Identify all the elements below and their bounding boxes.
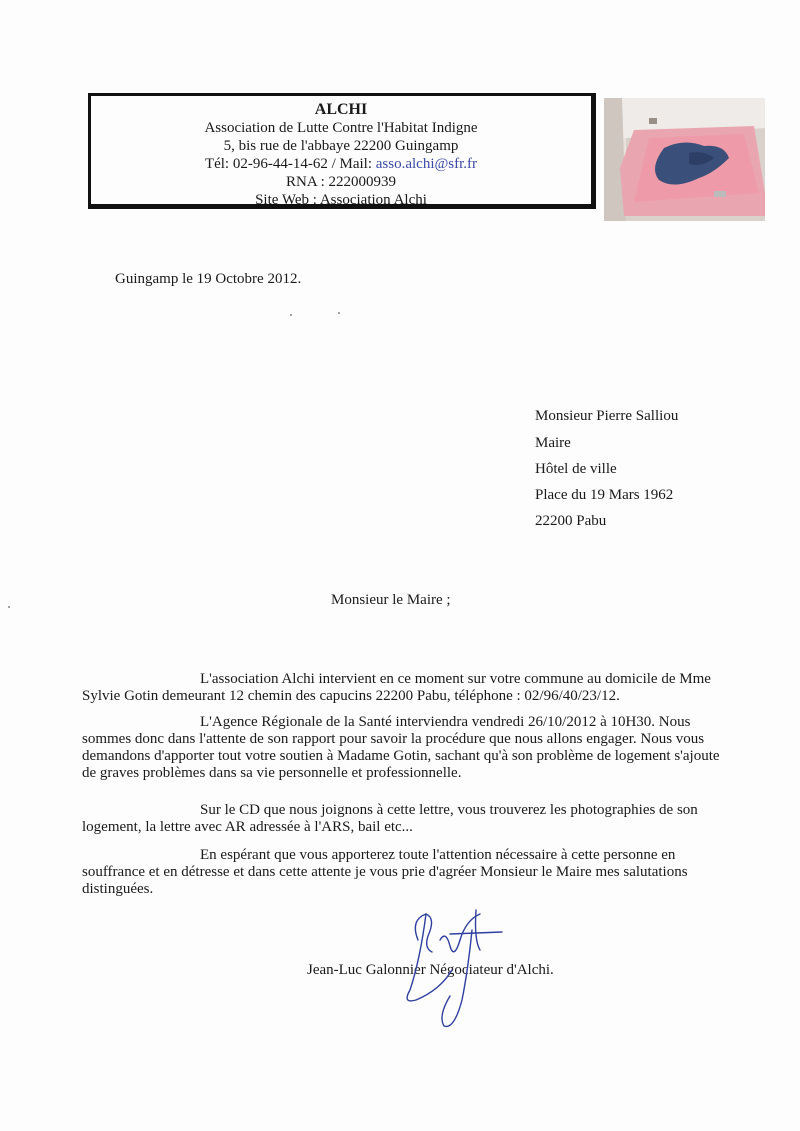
org-contact xyxy=(91,155,591,173)
org-name: ALCHI xyxy=(314,101,368,118)
paragraph-1: L'association Alchi intervient en ce moment sur votre commune au domicile de Mme Sylvie Gotin demeurant 12 chemin des capucins 22200 Pabu, téléphone : 02/96/40/23/12. xyxy=(82,671,711,704)
housing-photo xyxy=(604,98,765,221)
org-address: 5, bis rue de l'abbaye 22200 Guingamp xyxy=(223,138,459,154)
org-rna: RNA : 222000939 xyxy=(285,174,396,190)
org-website: Site Web : Association Alchi xyxy=(255,192,427,208)
paragraph-2: L'Agence Régionale de la Santé interviendra vendredi 26/10/2012 à 10H30. Nous sommes donc dans l'attente de son rapport pour savoir la procédure que nous allons engager. Nous vous demandons d'apporter tout votre soutien à Madame Gotin, sachant qu'à son problème de logement s'ajoute de graves problèmes dans sa vie personnelle et professionnelle. xyxy=(82,714,720,781)
recipient-name: Monsieur Pierre Salliou xyxy=(535,408,679,424)
salutation: Monsieur le Maire ; xyxy=(331,592,451,608)
recipient-city: 22200 Pabu xyxy=(535,513,607,529)
recipient-street: Place du 19 Mars 1962 xyxy=(535,487,674,503)
scan-speck xyxy=(8,606,10,608)
paragraph-4: En espérant que vous apporterez toute l'attention nécessaire à cette personne en souffrance et en détresse et dans cette attente je vous prie d'agréer Monsieur le Maire mes salutations distinguées. xyxy=(82,847,688,897)
org-email-link[interactable]: asso.alchi@sfr.fr xyxy=(375,156,478,172)
signature-line: Jean-Luc Galonnier Négociateur d'Alchi. xyxy=(307,962,554,978)
recipient-title: Maire xyxy=(535,435,571,451)
handwritten-signature xyxy=(380,900,520,1040)
org-fullname: Association de Lutte Contre l'Habitat Indigne xyxy=(204,120,478,136)
org-phone: Tél: 02-96-44-14-62 / Mail: xyxy=(204,156,376,172)
recipient-place: Hôtel de ville xyxy=(535,461,617,477)
scan-speck xyxy=(290,314,292,316)
letter-date: Guingamp le 19 Octobre 2012. xyxy=(115,271,302,287)
letterhead-box xyxy=(88,93,596,209)
scan-speck xyxy=(338,312,340,314)
paragraph-3: Sur le CD que nous joignons à cette lettre, vous trouverez les photographies de son logement, la lettre avec AR adressée à l'ARS, bail etc... xyxy=(82,802,698,835)
